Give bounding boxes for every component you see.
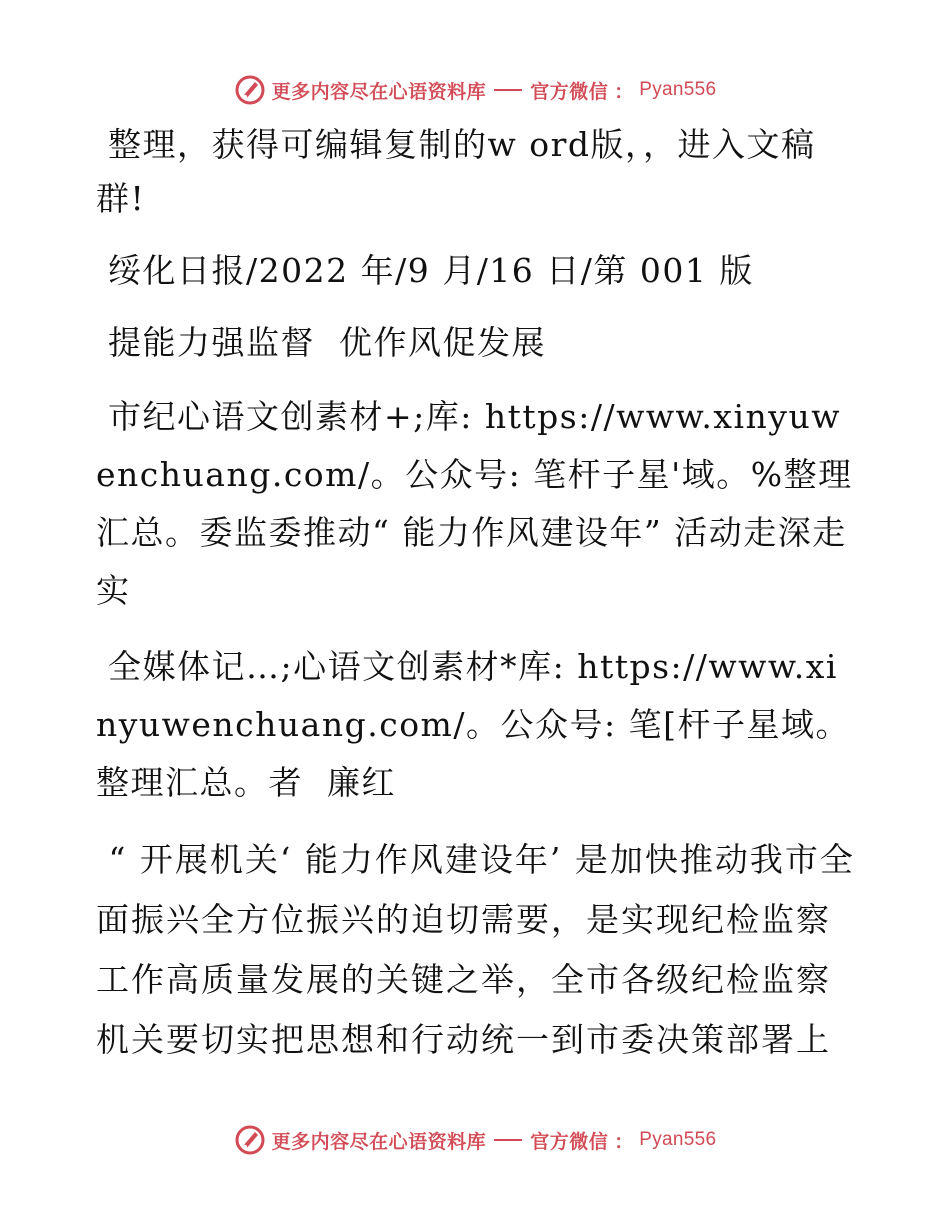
brand-logo-icon <box>234 1124 266 1156</box>
header-separator: ： <box>614 80 634 103</box>
header-contact: Pyan556 <box>639 79 717 100</box>
header-label: 官方微信 <box>530 80 609 103</box>
paragraph-source: 绥化日报/2022 年/9 月/16 日/第 001 版 <box>96 251 754 290</box>
footer-banner <box>0 1120 950 1160</box>
brand-logo-icon <box>234 74 266 106</box>
paragraph-subhead: 市纪心语文创素材+;库: https://www.xinyuwenchuang.com/。公众号: 笔杆子星'域。%整理汇总。委监委推动“ 能力作风建设年” 活动走深走实 <box>96 397 853 610</box>
document-body <box>96 118 856 1070</box>
footer-contact: Pyan556 <box>639 1129 717 1150</box>
header-divider <box>494 89 522 91</box>
footer-brand: 更多内容尽在心语资料库 <box>271 1130 487 1153</box>
paragraph-headline: 提能力强监督 优作风促发展 <box>96 323 546 362</box>
paragraph-intro: 整理，获得可编辑复制的w ord版，，进入文稿群! <box>96 125 816 218</box>
paragraph-byline: 全媒体记…;心语文创素材*库: https://www.xinyuwenchuang.com/。公众号: 笔[杆子星域。整理汇总。者 廉红 <box>96 647 850 802</box>
footer-label: 官方微信 <box>530 1130 609 1153</box>
header-brand: 更多内容尽在心语资料库 <box>271 80 487 103</box>
paragraph-body: “ 开展机关‘ 能力作风建设年’ 是加快推动我市全面振兴全方位振兴的迫切需要，是实现纪检监察工作高质量发展的关键之举，全市各级纪检监察机关要切实把思想和行动统一到市委决策部署上 <box>96 840 855 1059</box>
footer-divider <box>494 1139 522 1141</box>
footer-separator: ： <box>614 1130 634 1153</box>
header-banner <box>0 70 950 110</box>
